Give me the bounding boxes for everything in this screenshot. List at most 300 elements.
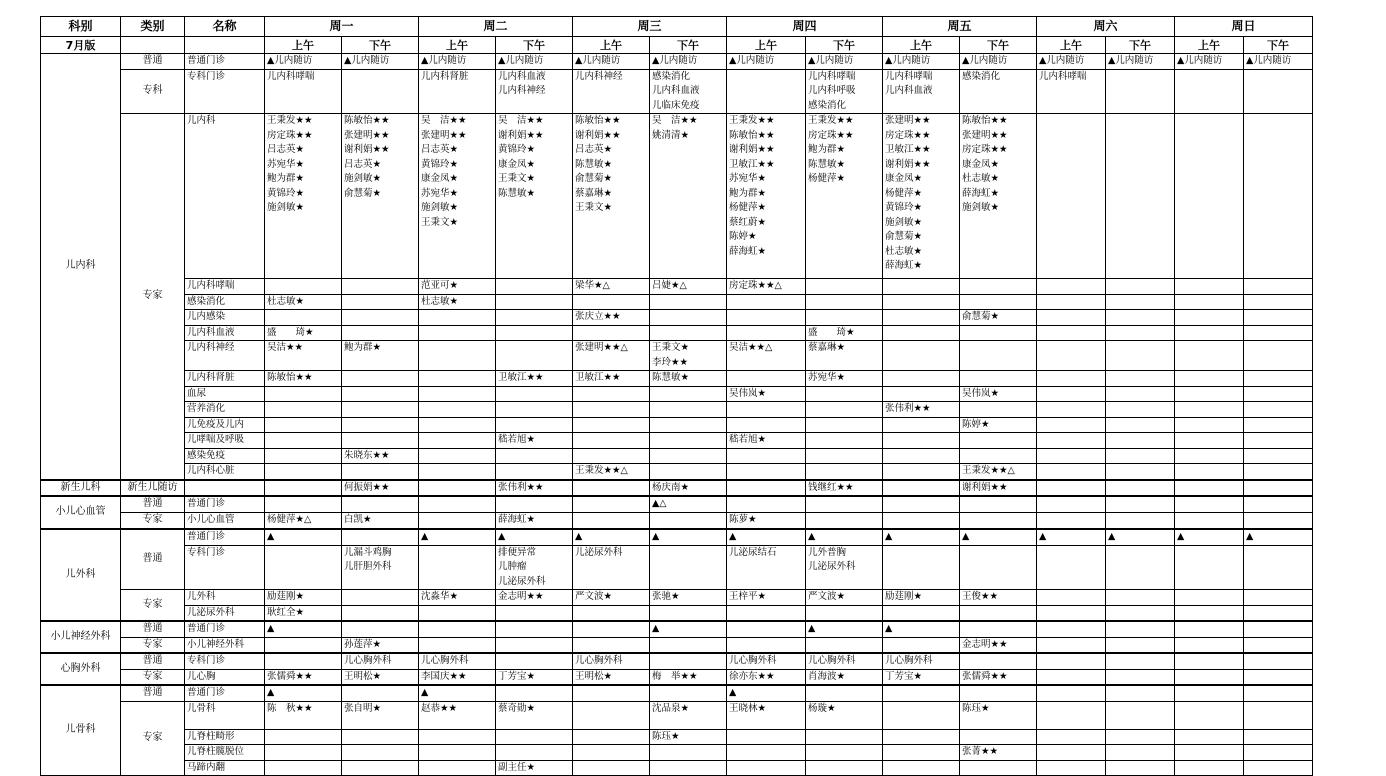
schedule-cell [883, 448, 960, 464]
schedule-cell [573, 480, 650, 497]
schedule-cell [342, 69, 419, 114]
schedule-cell [573, 729, 650, 745]
am-header: 上午 [573, 37, 650, 54]
schedule-cell: ▲ [265, 685, 342, 701]
schedule-cell [806, 279, 883, 295]
clinic-name-cell: 普通门诊 [185, 529, 265, 545]
schedule-cell [1175, 496, 1244, 512]
schedule-cell [1037, 480, 1106, 497]
category-cell: 专家 [121, 114, 185, 480]
schedule-cell: 谢利娟★★ [960, 480, 1037, 497]
schedule-cell: 王秉文★ 李玲★★ [650, 341, 727, 371]
schedule-cell [806, 605, 883, 621]
schedule-cell: 白凯★ [342, 512, 419, 529]
schedule-cell [1106, 386, 1175, 402]
schedule-cell [1175, 760, 1244, 776]
schedule-cell [419, 496, 496, 512]
schedule-cell [1106, 480, 1175, 497]
clinic-name-cell: 儿内科血液 [185, 325, 265, 341]
schedule-cell: ▲ [265, 621, 342, 637]
schedule-cell [265, 448, 342, 464]
schedule-row [41, 114, 1313, 279]
clinic-name-cell: 小儿心血管 [185, 512, 265, 529]
schedule-cell: 梁华★△ [573, 279, 650, 295]
schedule-cell [883, 310, 960, 326]
schedule-cell [342, 590, 419, 606]
schedule-cell: 张伟利★★ [883, 402, 960, 418]
schedule-cell [265, 637, 342, 653]
schedule-cell: 范亚可★ [419, 279, 496, 295]
schedule-cell: ▲ [727, 685, 806, 701]
schedule-cell: ▲儿内随访 [342, 54, 419, 70]
schedule-cell [1175, 653, 1244, 669]
schedule-cell: ▲ [727, 529, 806, 545]
schedule-cell [650, 417, 727, 433]
schedule-cell: 何振娟★★ [342, 480, 419, 497]
schedule-cell [573, 417, 650, 433]
schedule-cell [1037, 279, 1106, 295]
schedule-cell [1175, 279, 1244, 295]
schedule-cell [1175, 621, 1244, 637]
schedule-cell: ▲儿内随访 [573, 54, 650, 70]
schedule-cell: ▲ [806, 529, 883, 545]
clinic-name-cell: 小儿神经外科 [185, 637, 265, 653]
schedule-cell [419, 448, 496, 464]
schedule-cell [1175, 448, 1244, 464]
schedule-cell [1244, 69, 1313, 114]
schedule-cell [960, 512, 1037, 529]
clinic-name-cell: 儿哮喘及呼吸 [185, 433, 265, 449]
schedule-cell [1106, 653, 1175, 669]
department-cell: 小儿心血管 [41, 496, 121, 529]
schedule-cell [650, 433, 727, 449]
clinic-name-cell: 儿内科肾脏 [185, 371, 265, 387]
schedule-cell [1037, 590, 1106, 606]
schedule-cell [960, 371, 1037, 387]
schedule-row [41, 760, 1313, 776]
schedule-cell [1175, 685, 1244, 701]
schedule-cell: 赵恭★★ [419, 701, 496, 729]
schedule-cell: 儿漏斗鸡胸 儿肝胆外科 [342, 545, 419, 590]
schedule-cell [1037, 637, 1106, 653]
schedule-cell [573, 621, 650, 637]
schedule-cell [1037, 448, 1106, 464]
schedule-cell: 王秉发★★△ [573, 464, 650, 480]
schedule-row [41, 464, 1313, 480]
schedule-cell [1037, 386, 1106, 402]
schedule-row [41, 605, 1313, 621]
schedule-cell: 李国庆★★ [419, 669, 496, 685]
schedule-cell: 陈珏★ [650, 729, 727, 745]
schedule-cell: 儿泌尿结石 [727, 545, 806, 590]
schedule-cell [573, 512, 650, 529]
schedule-cell [1037, 402, 1106, 418]
schedule-cell [1175, 637, 1244, 653]
clinic-name-cell: 专科门诊 [185, 69, 265, 114]
schedule-cell: 严文波★ [806, 590, 883, 606]
schedule-cell: 儿心胸外科 [342, 653, 419, 669]
schedule-cell [727, 496, 806, 512]
schedule-cell: 儿外普胸 儿泌尿外科 [806, 545, 883, 590]
am-header: 上午 [727, 37, 806, 54]
schedule-cell [265, 760, 342, 776]
schedule-cell: 王晓林★ [727, 701, 806, 729]
schedule-cell [496, 496, 573, 512]
schedule-cell: 蔡奇勋★ [496, 701, 573, 729]
schedule-cell [265, 480, 342, 497]
schedule-cell: ▲ [496, 529, 573, 545]
schedule-cell [573, 433, 650, 449]
schedule-cell [342, 760, 419, 776]
schedule-cell: 金志明★★ [496, 590, 573, 606]
schedule-cell [265, 653, 342, 669]
schedule-cell: ▲ [1106, 529, 1175, 545]
schedule-cell [1175, 464, 1244, 480]
schedule-cell: 儿心胸外科 [573, 653, 650, 669]
schedule-cell [1244, 433, 1313, 449]
day-header-tue: 周二 [419, 17, 573, 37]
schedule-cell [1106, 590, 1175, 606]
schedule-cell [1106, 325, 1175, 341]
schedule-cell [727, 417, 806, 433]
schedule-cell: 杜志敏★ [265, 294, 342, 310]
schedule-cell [573, 496, 650, 512]
schedule-row [41, 279, 1313, 295]
schedule-cell [265, 310, 342, 326]
clinic-name-cell: 普通门诊 [185, 685, 265, 701]
schedule-cell [419, 729, 496, 745]
schedule-cell: 儿内科哮喘 儿内科血液 [883, 69, 960, 114]
schedule-cell [960, 729, 1037, 745]
schedule-cell: 梅 举★★ [650, 669, 727, 685]
schedule-cell: ▲ [650, 621, 727, 637]
schedule-cell [496, 325, 573, 341]
schedule-cell [1244, 480, 1313, 497]
schedule-cell: 陈敏怡★★ 谢利娟★★ 吕志英★ 陈慧敏★ 俞慧菊★ 蔡嘉琳★ 王秉文★ [573, 114, 650, 279]
schedule-cell [960, 605, 1037, 621]
schedule-cell [1244, 760, 1313, 776]
schedule-cell [727, 621, 806, 637]
schedule-cell [1244, 653, 1313, 669]
schedule-cell [806, 417, 883, 433]
schedule-row [41, 685, 1313, 701]
schedule-row [41, 512, 1313, 529]
category-cell: 专家 [121, 701, 185, 776]
schedule-cell [419, 512, 496, 529]
clinic-name-cell: 儿泌尿外科 [185, 605, 265, 621]
schedule-cell: ▲ [573, 529, 650, 545]
schedule-row [41, 637, 1313, 653]
schedule-cell [1244, 669, 1313, 685]
schedule-cell [727, 325, 806, 341]
schedule-cell [1106, 637, 1175, 653]
schedule-cell: ▲儿内随访 [265, 54, 342, 70]
am-header: 上午 [265, 37, 342, 54]
schedule-cell [727, 69, 806, 114]
schedule-cell [883, 279, 960, 295]
clinic-name-cell: 儿外科 [185, 590, 265, 606]
schedule-cell [1175, 433, 1244, 449]
clinic-name-cell: 营养消化 [185, 402, 265, 418]
schedule-cell [573, 294, 650, 310]
schedule-cell [342, 402, 419, 418]
schedule-cell [727, 371, 806, 387]
schedule-cell [265, 417, 342, 433]
pm-header: 下午 [1244, 37, 1313, 54]
schedule-cell [342, 371, 419, 387]
pm-header: 下午 [342, 37, 419, 54]
category-cell: 普通 [121, 621, 185, 637]
schedule-cell [1037, 653, 1106, 669]
clinic-name-cell: 感染免疫 [185, 448, 265, 464]
schedule-cell [1175, 605, 1244, 621]
schedule-cell [1037, 341, 1106, 371]
category-cell: 专家 [121, 637, 185, 653]
schedule-row [41, 496, 1313, 512]
schedule-cell [883, 464, 960, 480]
schedule-cell [496, 341, 573, 371]
version-label: 7月版 [41, 37, 121, 54]
schedule-cell: ▲儿内随访 [883, 54, 960, 70]
schedule-cell: 房定珠★★△ [727, 279, 806, 295]
schedule-cell: 朱晓东★★ [342, 448, 419, 464]
schedule-cell [650, 294, 727, 310]
schedule-cell: 张自明★ [342, 701, 419, 729]
schedule-cell [960, 402, 1037, 418]
schedule-cell: 副主任★ [496, 760, 573, 776]
clinic-name-cell [185, 480, 265, 497]
schedule-cell [419, 386, 496, 402]
schedule-cell [1037, 464, 1106, 480]
schedule-cell [1175, 371, 1244, 387]
schedule-row [41, 590, 1313, 606]
clinic-name-cell: 儿心胸 [185, 669, 265, 685]
category-cell: 专科 [121, 69, 185, 114]
schedule-row [41, 310, 1313, 326]
schedule-cell: 王秉发★★△ [960, 464, 1037, 480]
schedule-cell: 王秉发★★ 房定珠★★ 吕志英★ 苏宛华★ 鲍为群★ 黄锦玲★ 施剑敏★ [265, 114, 342, 279]
schedule-cell [573, 386, 650, 402]
day-header-mon: 周一 [265, 17, 419, 37]
pm-header: 下午 [650, 37, 727, 54]
schedule-row [41, 417, 1313, 433]
schedule-cell: ▲儿内随访 [1244, 54, 1313, 70]
schedule-cell [342, 621, 419, 637]
schedule-cell [727, 448, 806, 464]
schedule-cell [573, 685, 650, 701]
schedule-cell [419, 417, 496, 433]
schedule-cell [650, 325, 727, 341]
schedule-cell [650, 310, 727, 326]
schedule-cell: 孙莲萍★ [342, 637, 419, 653]
schedule-cell [883, 545, 960, 590]
schedule-cell [1175, 417, 1244, 433]
schedule-cell: 张菁★★ [960, 745, 1037, 761]
pm-header: 下午 [1106, 37, 1175, 54]
schedule-cell: 吴洁★★ [265, 341, 342, 371]
schedule-cell: 嵇若旭★ [496, 433, 573, 449]
schedule-cell [1244, 417, 1313, 433]
schedule-cell [883, 637, 960, 653]
schedule-cell: 耿红全★ [265, 605, 342, 621]
schedule-cell [265, 433, 342, 449]
day-header-wed: 周三 [573, 17, 727, 37]
category-cell: 普通 [121, 54, 185, 70]
schedule-cell [573, 637, 650, 653]
am-header: 上午 [1175, 37, 1244, 54]
schedule-cell [1244, 448, 1313, 464]
schedule-cell [727, 464, 806, 480]
schedule-cell [1037, 371, 1106, 387]
schedule-cell [806, 433, 883, 449]
schedule-row [41, 480, 1313, 497]
col-name-header: 名称 [185, 17, 265, 37]
schedule-row [41, 386, 1313, 402]
schedule-cell: ▲ [419, 685, 496, 701]
schedule-cell: 张驰★ [650, 590, 727, 606]
schedule-cell [342, 433, 419, 449]
clinic-name-cell: 儿骨科 [185, 701, 265, 729]
schedule-row [41, 529, 1313, 545]
schedule-cell: ▲儿内随访 [419, 54, 496, 70]
schedule-row [41, 54, 1313, 70]
schedule-cell [1037, 605, 1106, 621]
header-row-halfday [41, 37, 1313, 54]
schedule-cell: 儿心胸外科 [806, 653, 883, 669]
schedule-cell: ▲ [883, 529, 960, 545]
schedule-cell [496, 605, 573, 621]
schedule-cell [1106, 464, 1175, 480]
schedule-cell [342, 386, 419, 402]
schedule-cell: 鲍为群★ [342, 341, 419, 371]
schedule-cell [1175, 341, 1244, 371]
schedule-cell: 杨庆南★ [650, 480, 727, 497]
schedule-cell: 陈珏★ [960, 701, 1037, 729]
clinic-name-cell: 专科门诊 [185, 545, 265, 590]
category-cell: 专家 [121, 590, 185, 622]
schedule-cell: 陈慧敏★ [650, 371, 727, 387]
schedule-cell [1244, 402, 1313, 418]
schedule-cell: 儿内科肾脏 [419, 69, 496, 114]
day-header-sat: 周六 [1037, 17, 1175, 37]
schedule-cell [727, 310, 806, 326]
schedule-cell [342, 529, 419, 545]
schedule-row [41, 729, 1313, 745]
schedule-cell [806, 294, 883, 310]
schedule-cell [1037, 545, 1106, 590]
schedule-cell [342, 279, 419, 295]
schedule-cell: 陈敏怡★★ 张建明★★ 房定珠★★ 康金凤★ 杜志敏★ 薛海虹★ 施剑敏★ [960, 114, 1037, 279]
schedule-cell [1244, 386, 1313, 402]
schedule-cell [1244, 685, 1313, 701]
schedule-cell [883, 605, 960, 621]
schedule-cell: 张儒舜★★ [960, 669, 1037, 685]
schedule-cell: 儿心胸外科 [883, 653, 960, 669]
schedule-cell [1106, 760, 1175, 776]
schedule-cell [883, 480, 960, 497]
schedule-cell [883, 496, 960, 512]
schedule-cell [265, 464, 342, 480]
category-cell: 普通 [121, 496, 185, 512]
schedule-cell [883, 417, 960, 433]
schedule-cell: 张庆立★★ [573, 310, 650, 326]
schedule-cell: 杨璇★ [806, 701, 883, 729]
schedule-cell [573, 760, 650, 776]
day-header-thu: 周四 [727, 17, 883, 37]
schedule-cell [650, 545, 727, 590]
clinic-name-cell: 儿内科心脏 [185, 464, 265, 480]
schedule-cell [265, 545, 342, 590]
schedule-cell [1037, 417, 1106, 433]
schedule-cell [1037, 433, 1106, 449]
schedule-cell [496, 621, 573, 637]
schedule-cell: 陈敏怡★★ 张建明★★ 谢利娟★★ 吕志英★ 施剑敏★ 俞慧菊★ [342, 114, 419, 279]
schedule-cell [496, 637, 573, 653]
schedule-cell [1175, 402, 1244, 418]
schedule-cell [960, 760, 1037, 776]
schedule-cell [496, 294, 573, 310]
schedule-cell: ▲ [960, 529, 1037, 545]
schedule-cell: ▲ [1244, 529, 1313, 545]
schedule-cell [1037, 496, 1106, 512]
schedule-cell [1175, 729, 1244, 745]
schedule-cell [650, 653, 727, 669]
schedule-cell [496, 653, 573, 669]
schedule-cell [650, 512, 727, 529]
schedule-cell [419, 480, 496, 497]
schedule-cell [1175, 310, 1244, 326]
schedule-cell: 张儒舜★★ [265, 669, 342, 685]
schedule-cell [265, 402, 342, 418]
schedule-cell [960, 496, 1037, 512]
schedule-cell: 陈敏怡★★ [265, 371, 342, 387]
am-header: 上午 [1037, 37, 1106, 54]
schedule-cell [883, 294, 960, 310]
schedule-cell [1175, 480, 1244, 497]
clinic-name-cell: 儿脊柱畸形 [185, 729, 265, 745]
schedule-cell [1037, 701, 1106, 729]
schedule-cell: ▲ [1175, 529, 1244, 545]
schedule-cell [650, 637, 727, 653]
schedule-cell: 盛 琦★ [806, 325, 883, 341]
schedule-row [41, 448, 1313, 464]
schedule-cell [342, 325, 419, 341]
schedule-cell: 王秉发★★ 房定珠★★ 鲍为群★ 陈慧敏★ 杨健萍★ [806, 114, 883, 279]
schedule-cell [1244, 729, 1313, 745]
schedule-cell [806, 386, 883, 402]
schedule-cell: 薛海虹★ [496, 512, 573, 529]
schedule-cell [1175, 294, 1244, 310]
schedule-cell [419, 605, 496, 621]
schedule-cell [806, 496, 883, 512]
schedule-cell [265, 386, 342, 402]
schedule-cell: ▲儿内随访 [1037, 54, 1106, 70]
schedule-cell [1244, 371, 1313, 387]
schedule-cell [883, 701, 960, 729]
schedule-cell [727, 605, 806, 621]
schedule-cell [883, 760, 960, 776]
schedule-row [41, 402, 1313, 418]
schedule-cell [1106, 371, 1175, 387]
schedule-cell [419, 760, 496, 776]
schedule-cell [342, 605, 419, 621]
schedule-cell: 丁芳宝★ [883, 669, 960, 685]
schedule-cell: 感染消化 儿内科血液 儿临床免疫 [650, 69, 727, 114]
schedule-row [41, 69, 1313, 114]
schedule-cell [496, 279, 573, 295]
schedule-cell: 王明松★ [342, 669, 419, 685]
schedule-cell: ▲ [419, 529, 496, 545]
